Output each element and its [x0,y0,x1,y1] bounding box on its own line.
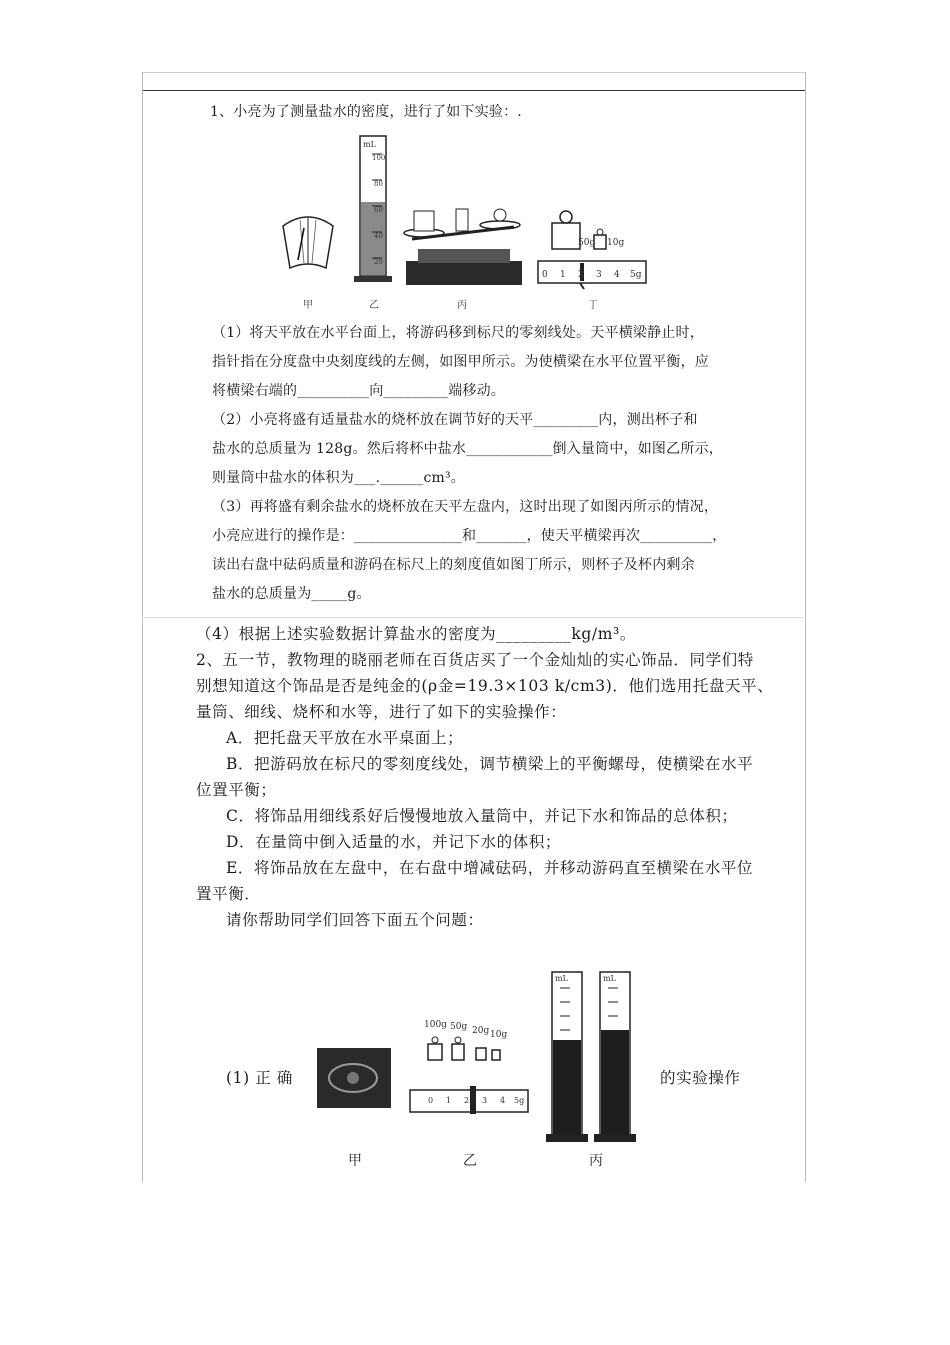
fig-label-bing: 丙 [589,1153,603,1169]
q1-line: 盐水的总质量为 128g。然后将杯中盐水____________倒入量筒中，如图乙所示， [212,441,723,457]
ruler-tick: 4 [500,1096,506,1105]
q1-title: 1、小亮为了测量盐水的密度，进行了如下实验：. [210,104,522,120]
ruler-tick: 0 [542,270,548,280]
ruler-tick: 3 [596,270,602,280]
dial-figure [278,208,338,278]
q1-line: 小亮应进行的操作是：_______________和_______，使天平横梁再次__________， [212,528,727,544]
weight-label: 10g [490,1030,508,1040]
weight-label: 50g [450,1022,468,1032]
q2-line: 量筒、细线、烧杯和水等，进行了如下的实验操作： [196,703,567,721]
q2-step-b: B．把游码放在标尺的零刻度线处，调节横梁上的平衡螺母，使横梁在水平 [226,755,754,773]
cylinder-tick: 40 [374,232,383,240]
weight-label: 100g [424,1020,447,1030]
q2-prompt: 请你帮助同学们回答下面五个问题： [226,911,484,929]
ruler-tick: 4 [614,270,620,280]
q2-answer-prefix: (1) 正 确 [226,1069,294,1087]
fig-label-bing: 丙 [457,300,467,311]
q2-step-a: A．把托盘天平放在水平桌面上； [226,729,464,747]
cylinder-tick: 20 [374,258,383,266]
q1-line: 读出右盘中砝码质量和游码在标尺上的刻度值如图丁所示，则杯子及杯内剩余 [212,557,695,573]
q2-step-b-cont: 位置平衡； [196,781,277,799]
ruler-tick: 2 [578,270,584,280]
q1-line: （3）再将盛有剩余盐水的烧杯放在天平左盘内，这时出现了如图丙所示的情况， [212,499,719,515]
ruler-tick: 1 [560,270,566,280]
q2-line: 2、五一节，教物理的晓丽老师在百货店买了一个金灿灿的实心饰品．同学们特 [196,651,754,669]
cylinder-tick: 60 [374,206,383,214]
q1-line: 盐水的总质量为_____g。 [212,586,371,602]
cylinder-unit: mL [363,140,376,149]
weight-label: 10g [607,238,625,248]
q2-step-c: C．将饰品用细线系好后慢慢地放入量筒中，并记下水和饰品的总体积； [226,807,738,825]
q2-step-e-cont: 置平衡． [196,885,261,903]
q2-step-d: D．在量筒中倒入适量的水，并记下水的体积； [226,833,562,851]
ornament-figure [317,1048,391,1108]
cylinder-unit: mL [555,974,568,983]
q1-part4: （4）根据上述实验数据计算盐水的密度为_________kg/m³。 [196,625,636,643]
ruler-tick: 5g [514,1096,525,1105]
weight-label: 20g [472,1026,490,1036]
fig-label-jia: 甲 [348,1153,362,1169]
q1-line: 则量筒中盐水的体积为___.______cm³。 [212,470,465,486]
weight-label: 50g [578,238,596,248]
q1-line: （1）将天平放在水平台面上，将游码移到标尺的零刻线处。天平横梁静止时， [212,325,704,341]
q2-step-e: E．将饰品放在左盘中，在右盘中增减砝码，并移动游码直至横梁在水平位 [226,859,754,877]
ruler-tick: 3 [482,1096,488,1105]
fig-label-yi: 乙 [369,300,379,311]
cylinder-tick: 100 [372,154,386,162]
ruler-tick: 0 [428,1096,434,1105]
fig-label-ding: 丁 [588,300,598,311]
q1-line: （2）小亮将盛有适量盐水的烧杯放在调节好的天平_________内，测出杯子和 [212,412,698,428]
ruler-tick: 1 [446,1096,452,1105]
q1-line: 将横梁右端的__________向_________端移动。 [212,383,505,399]
ruler-tick: 2 [464,1096,470,1105]
ruler-tick: 5g [630,270,642,280]
cylinder-tick: 80 [374,180,383,188]
cylinders-figure [546,968,638,1146]
fig-label-jia: 甲 [303,300,313,311]
fig-label-yi: 乙 [463,1153,477,1169]
balance-figure [402,205,524,287]
q2-line: 别想知道这个饰品是否是纯金的(ρ金=19.3×103 k/cm3)．他们选用托盘天平、 [196,677,774,695]
q2-answer-suffix: 的实验操作 [660,1069,741,1087]
q1-line: 指针指在分度盘中央刻度线的左侧，如图甲所示。为使横梁在水平位置平衡，应 [212,354,709,370]
section-divider [142,617,804,618]
cylinder-unit: mL [603,974,616,983]
